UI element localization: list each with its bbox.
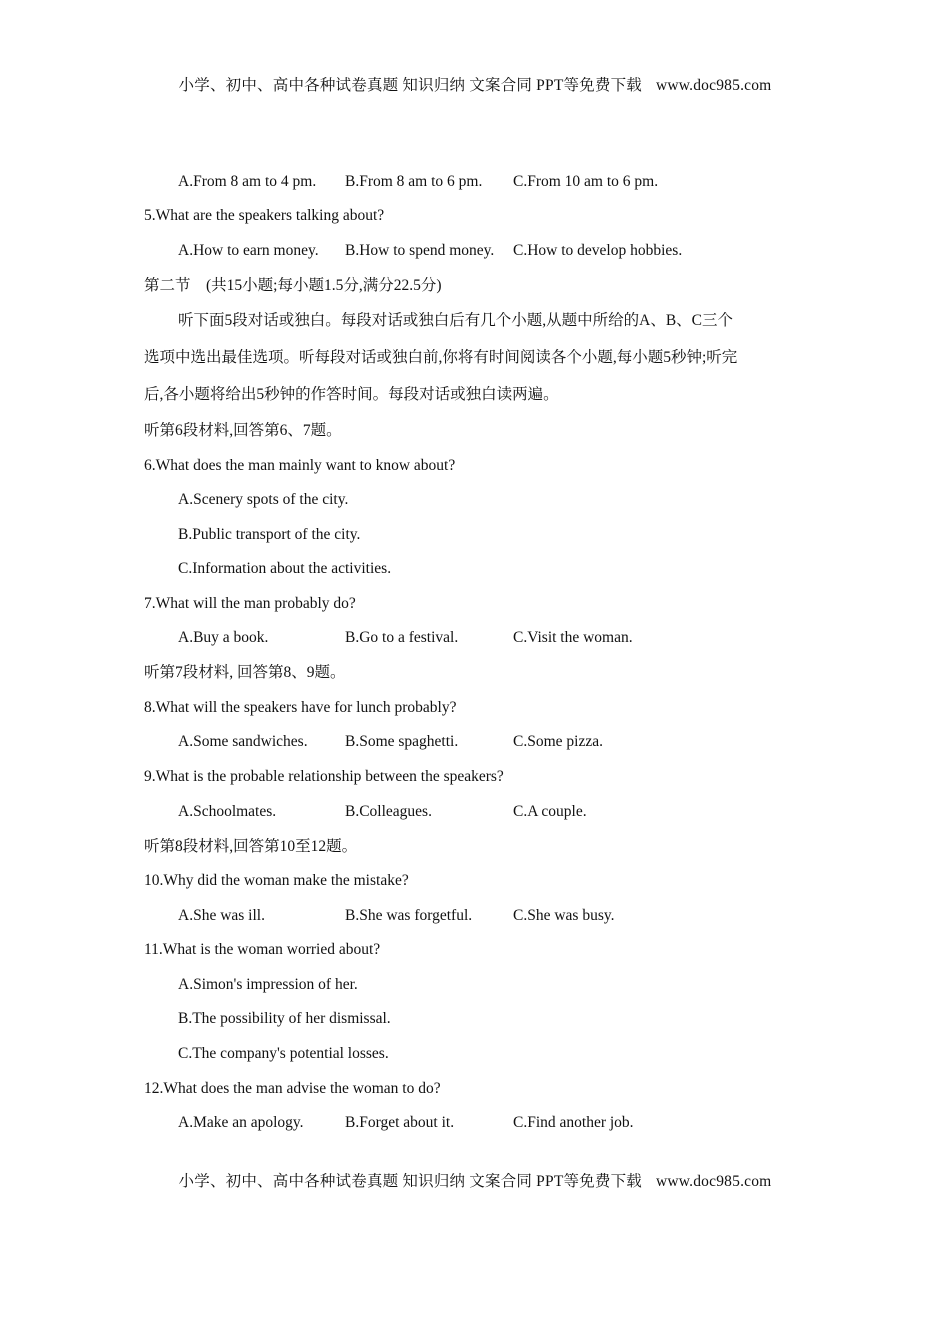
q12-stem: 12.What does the man advise the woman to do? — [144, 1080, 441, 1097]
q9-option-a: A.Schoolmates. — [178, 803, 277, 820]
q6-stem: 6.What does the man mainly want to know about? — [144, 457, 456, 474]
q8-stem: 8.What will the speakers have for lunch probably? — [144, 699, 457, 716]
q12-option-a: A.Make an apology. — [178, 1114, 304, 1131]
q4-option-a: A.From 8 am to 4 pm. — [178, 173, 317, 190]
instructions-line-1: 听下面5段对话或独白。每段对话或独白后有几个小题,从题中所给的A、B、C三个 — [178, 312, 733, 329]
q6-option-a: A.Scenery spots of the city. — [178, 491, 349, 508]
q11-option-a: A.Simon's impression of her. — [178, 976, 358, 993]
q12-option-c: C.Find another job. — [513, 1114, 634, 1131]
q9-option-b: B.Colleagues. — [345, 803, 432, 820]
q10-option-a: A.She was ill. — [178, 907, 265, 924]
q5-option-b: B.How to spend money. — [345, 242, 495, 259]
q10-option-b: B.She was forgetful. — [345, 907, 473, 924]
q11-stem: 11.What is the woman worried about? — [144, 941, 381, 958]
q4-option-c: C.From 10 am to 6 pm. — [513, 173, 659, 190]
q8-option-b: B.Some spaghetti. — [345, 733, 459, 750]
q8-option-a: A.Some sandwiches. — [178, 733, 308, 750]
q10-option-c: C.She was busy. — [513, 907, 615, 924]
q9-option-c: C.A couple. — [513, 803, 587, 820]
page-header — [0, 73, 950, 95]
material-6-intro: 听第6段材料,回答第6、7题。 — [144, 422, 342, 439]
q12-option-b: B.Forget about it. — [345, 1114, 455, 1131]
q5-stem: 5.What are the speakers talking about? — [144, 207, 385, 224]
q7-option-b: B.Go to a festival. — [345, 629, 459, 646]
q7-stem: 7.What will the man probably do? — [144, 595, 356, 612]
q6-option-c: C.Information about the activities. — [178, 560, 392, 577]
q7-option-c: C.Visit the woman. — [513, 629, 633, 646]
q10-stem: 10.Why did the woman make the mistake? — [144, 872, 409, 889]
q8-option-c: C.Some pizza. — [513, 733, 603, 750]
instructions-line-3: 后,各小题将给出5秒钟的作答时间。每段对话或独白读两遍。 — [144, 386, 559, 403]
section-title: 第二节 (共15小题;每小题1.5分,满分22.5分) — [144, 277, 442, 294]
q7-option-a: A.Buy a book. — [178, 629, 269, 646]
material-7-intro: 听第7段材料, 回答第8、9题。 — [144, 664, 346, 681]
q5-option-c: C.How to develop hobbies. — [513, 242, 683, 259]
footer-text: 小学、初中、高中各种试卷真题 知识归纳 文案合同 PPT等免费下载 — [178, 1173, 642, 1190]
q11-option-b: B.The possibility of her dismissal. — [178, 1010, 391, 1027]
q6-option-b: B.Public transport of the city. — [178, 526, 361, 543]
material-8-intro: 听第8段材料,回答第10至12题。 — [144, 838, 358, 855]
q9-stem: 9.What is the probable relationship between the speakers? — [144, 768, 504, 785]
q5-option-a: A.How to earn money. — [178, 242, 319, 259]
header-text: 小学、初中、高中各种试卷真题 知识归纳 文案合同 PPT等免费下载 — [178, 77, 642, 94]
q4-option-b: B.From 8 am to 6 pm. — [345, 173, 483, 190]
header-url: www.doc985.com — [655, 77, 772, 94]
footer-url: www.doc985.com — [655, 1173, 772, 1190]
instructions-line-2: 选项中选出最佳选项。听每段对话或独白前,你将有时间阅读各个小题,每小题5秒钟;听完 — [144, 349, 738, 366]
page-footer — [0, 1169, 950, 1191]
q11-option-c: C.The company's potential losses. — [178, 1045, 389, 1062]
